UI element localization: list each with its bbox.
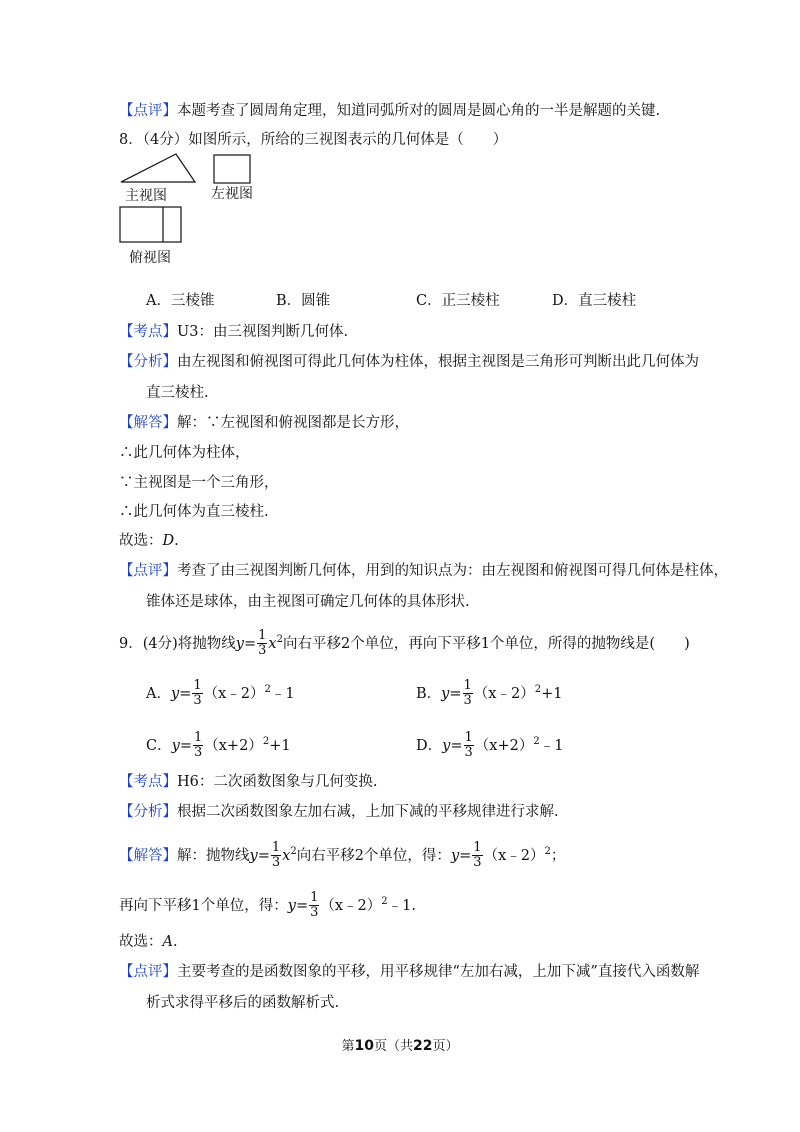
equals-sign: =	[449, 685, 462, 702]
exponent: 2	[276, 634, 283, 645]
q8-kaodian-text: U3：由三视图判断几何体.	[177, 324, 349, 340]
numerator: 1	[464, 730, 473, 746]
q9-fenxi-text: 根据二次函数图象左加右减，上加下减的平移规律进行求解.	[177, 804, 559, 820]
page-footer	[0, 1035, 800, 1054]
exponent: 2	[262, 736, 270, 747]
q9-stem	[119, 624, 690, 660]
q9-option-d	[416, 726, 563, 762]
denominator: 3	[464, 745, 473, 761]
q8-fenxi	[119, 352, 699, 372]
q9-option-c	[146, 726, 291, 762]
option-expression-end: +1	[269, 737, 291, 754]
footer-middle: 页（共	[373, 1039, 413, 1054]
fraction-one-third	[463, 679, 473, 708]
exponent: 2	[534, 684, 542, 695]
q9-dianping-tag: 【点评】	[119, 964, 177, 980]
fraction-one-third	[271, 841, 281, 870]
numerator: 1	[473, 840, 482, 856]
var-y: y	[170, 685, 180, 702]
numerator: 1	[193, 678, 202, 694]
q9-answer-suffix: .	[172, 934, 178, 950]
var-y: y	[450, 847, 460, 864]
q9-stem-prefix: 9．(4分)将抛物线	[119, 635, 236, 652]
equals-sign: =	[450, 737, 463, 754]
q8-answer-suffix: .	[174, 533, 179, 549]
exponent: 2	[544, 846, 551, 857]
numerator: 1	[271, 840, 281, 856]
q8-answer-value: D	[162, 533, 175, 549]
q8-stem: 8．（4分）如图所示，所给的三视图表示的几何体是（ ）	[119, 132, 508, 148]
q8-fenxi-text-2: 直三棱柱.	[146, 385, 209, 401]
option-label: B．	[416, 685, 442, 702]
q9-kaodian-tag: 【考点】	[119, 774, 177, 790]
fraction-one-third	[309, 891, 319, 920]
option-expression-end: ﹣1	[270, 685, 295, 702]
q9-answer	[119, 932, 178, 952]
numerator: 1	[463, 678, 472, 694]
main-view-triangle	[121, 154, 195, 182]
denominator: 3	[193, 745, 203, 761]
fraction-one-third	[464, 731, 474, 760]
option-expression: （x﹣2）	[473, 685, 535, 702]
left-view-rectangle	[214, 155, 250, 183]
q9-jieda-2	[119, 886, 416, 922]
q8-fenxi-tag: 【分析】	[119, 354, 177, 370]
q9-jieda-1c: （x﹣2）	[483, 847, 545, 864]
denominator: 3	[271, 855, 281, 871]
q9-jieda-1b: 向右平移2个单位，得：	[296, 847, 451, 864]
footer-suffix: 页）	[432, 1039, 459, 1054]
fig-left-view-label: 左视图	[211, 186, 253, 202]
equals-sign: =	[257, 847, 270, 864]
var-x: x	[282, 847, 291, 864]
q8-jieda-2: ∴此几何体为柱体，	[119, 445, 250, 461]
option-expression: （x﹣2）	[203, 685, 265, 702]
q9-answer-prefix: 故选：	[119, 934, 163, 950]
q7-comment-text: 本题考查了圆周角定理，知道同弧所对的圆周是圆心角的一半是解题的关键.	[177, 103, 661, 119]
q9-kaodian	[119, 772, 377, 792]
fraction-one-third	[192, 679, 202, 708]
total-pages: 22	[413, 1038, 433, 1054]
q9-dianping	[119, 962, 699, 982]
var-y: y	[441, 685, 450, 702]
exponent: 2	[533, 736, 540, 747]
option-label: D．	[416, 737, 443, 754]
q8-jieda-tag: 【解答】	[119, 415, 177, 431]
q7-comment	[119, 101, 660, 121]
q9-fenxi	[119, 802, 559, 822]
top-view-rectangle	[120, 207, 181, 242]
fraction-one-third	[472, 841, 482, 870]
q8-jieda-1: 解：∵左视图和俯视图都是长方形，	[177, 415, 409, 431]
equals-sign: =	[179, 685, 192, 702]
option-label: A．	[146, 685, 171, 702]
numerator: 1	[193, 730, 203, 746]
var-y: y	[235, 635, 244, 652]
var-y: y	[287, 897, 296, 914]
equals-sign: =	[179, 737, 192, 754]
q8-jieda-4: ∴此几何体为直三棱柱.	[119, 504, 269, 520]
q8-option-b: B．圆锥	[276, 293, 331, 309]
equals-sign: =	[295, 897, 309, 914]
denominator: 3	[463, 693, 472, 709]
q8-dianping	[119, 561, 728, 581]
q9-kaodian-text: H6：二次函数图象与几何变换.	[177, 774, 378, 790]
var-y: y	[249, 847, 258, 864]
q8-dianping-text-1: 考查了由三视图判断几何体，用到的知识点为：由左视图和俯视图可得几何体是柱体，	[177, 563, 728, 579]
q9-stem-suffix: 向右平移2个单位，再向下平移1个单位，所得的抛物线是( )	[282, 635, 690, 652]
denominator: 3	[310, 905, 319, 921]
q8-jieda	[119, 413, 409, 433]
option-expression: （x+2）	[204, 737, 263, 754]
q9-option-a	[146, 674, 295, 710]
q9-answer-value: A	[162, 934, 173, 950]
q9-jieda-tag: 【解答】	[119, 847, 177, 864]
q8-jieda-3: ∵主视图是一个三角形，	[119, 475, 279, 491]
option-expression-end: ﹣1	[539, 737, 564, 754]
option-label: C．	[146, 737, 172, 754]
option-expression: （x+2）	[474, 737, 534, 754]
exponent: 2	[290, 846, 297, 857]
fraction-one-third	[193, 731, 203, 760]
q8-dianping-tag: 【点评】	[119, 563, 177, 579]
footer-prefix: 第	[341, 1039, 355, 1054]
equals-sign: =	[243, 635, 257, 652]
q9-jieda-2a: 再向下平移1个单位，得：	[119, 897, 288, 914]
q8-option-d: D．直三棱柱	[552, 293, 637, 309]
numerator: 1	[310, 890, 319, 906]
denominator: 3	[193, 693, 202, 709]
fig-main-view-label: 主视图	[125, 188, 167, 204]
q9-jieda-2b: （x﹣2）	[320, 897, 382, 914]
q9-fenxi-tag: 【分析】	[119, 804, 177, 820]
q8-dianping-text-2: 锥体还是球体，由主视图可确定几何体的具体形状.	[146, 594, 470, 610]
q8-answer	[119, 531, 179, 551]
q8-fenxi-text-1: 由左视图和俯视图可得此几何体为柱体，根据主视图是三角形可判断出此几何体为	[177, 354, 699, 370]
q8-option-a: A．三棱锥	[146, 293, 215, 309]
fig-top-view-label: 俯视图	[129, 250, 171, 266]
q8-kaodian	[119, 322, 348, 342]
q9-jieda-1	[119, 836, 565, 872]
var-y: y	[442, 737, 451, 754]
var-x: x	[268, 635, 277, 652]
denominator: 3	[473, 855, 482, 871]
q9-jieda-2c: ﹣1.	[387, 897, 416, 914]
option-expression-end: +1	[541, 685, 563, 702]
q9-jieda-1a: 解：抛物线	[177, 847, 250, 864]
q8-kaodian-tag: 【考点】	[119, 324, 177, 340]
var-y: y	[171, 737, 180, 754]
fraction-one-third	[257, 629, 267, 658]
q9-dianping-text-1: 主要考查的是函数图象的平移，用平移规律“左加右减，上加下减”直接代入函数解	[177, 964, 700, 980]
q8-option-c: C．正三棱柱	[416, 293, 500, 309]
q7-comment-tag: 【点评】	[119, 103, 177, 119]
denominator: 3	[258, 643, 267, 659]
page-number: 10	[354, 1038, 374, 1054]
q8-answer-prefix: 故选：	[119, 533, 163, 549]
equals-sign: =	[459, 847, 472, 864]
exponent: 2	[264, 684, 271, 695]
q9-option-b	[416, 674, 562, 710]
exponent: 2	[381, 896, 388, 907]
q9-dianping-text-2: 析式求得平移后的函数解析式.	[146, 995, 340, 1011]
q9-jieda-1d: ；	[550, 847, 566, 864]
numerator: 1	[258, 628, 267, 644]
